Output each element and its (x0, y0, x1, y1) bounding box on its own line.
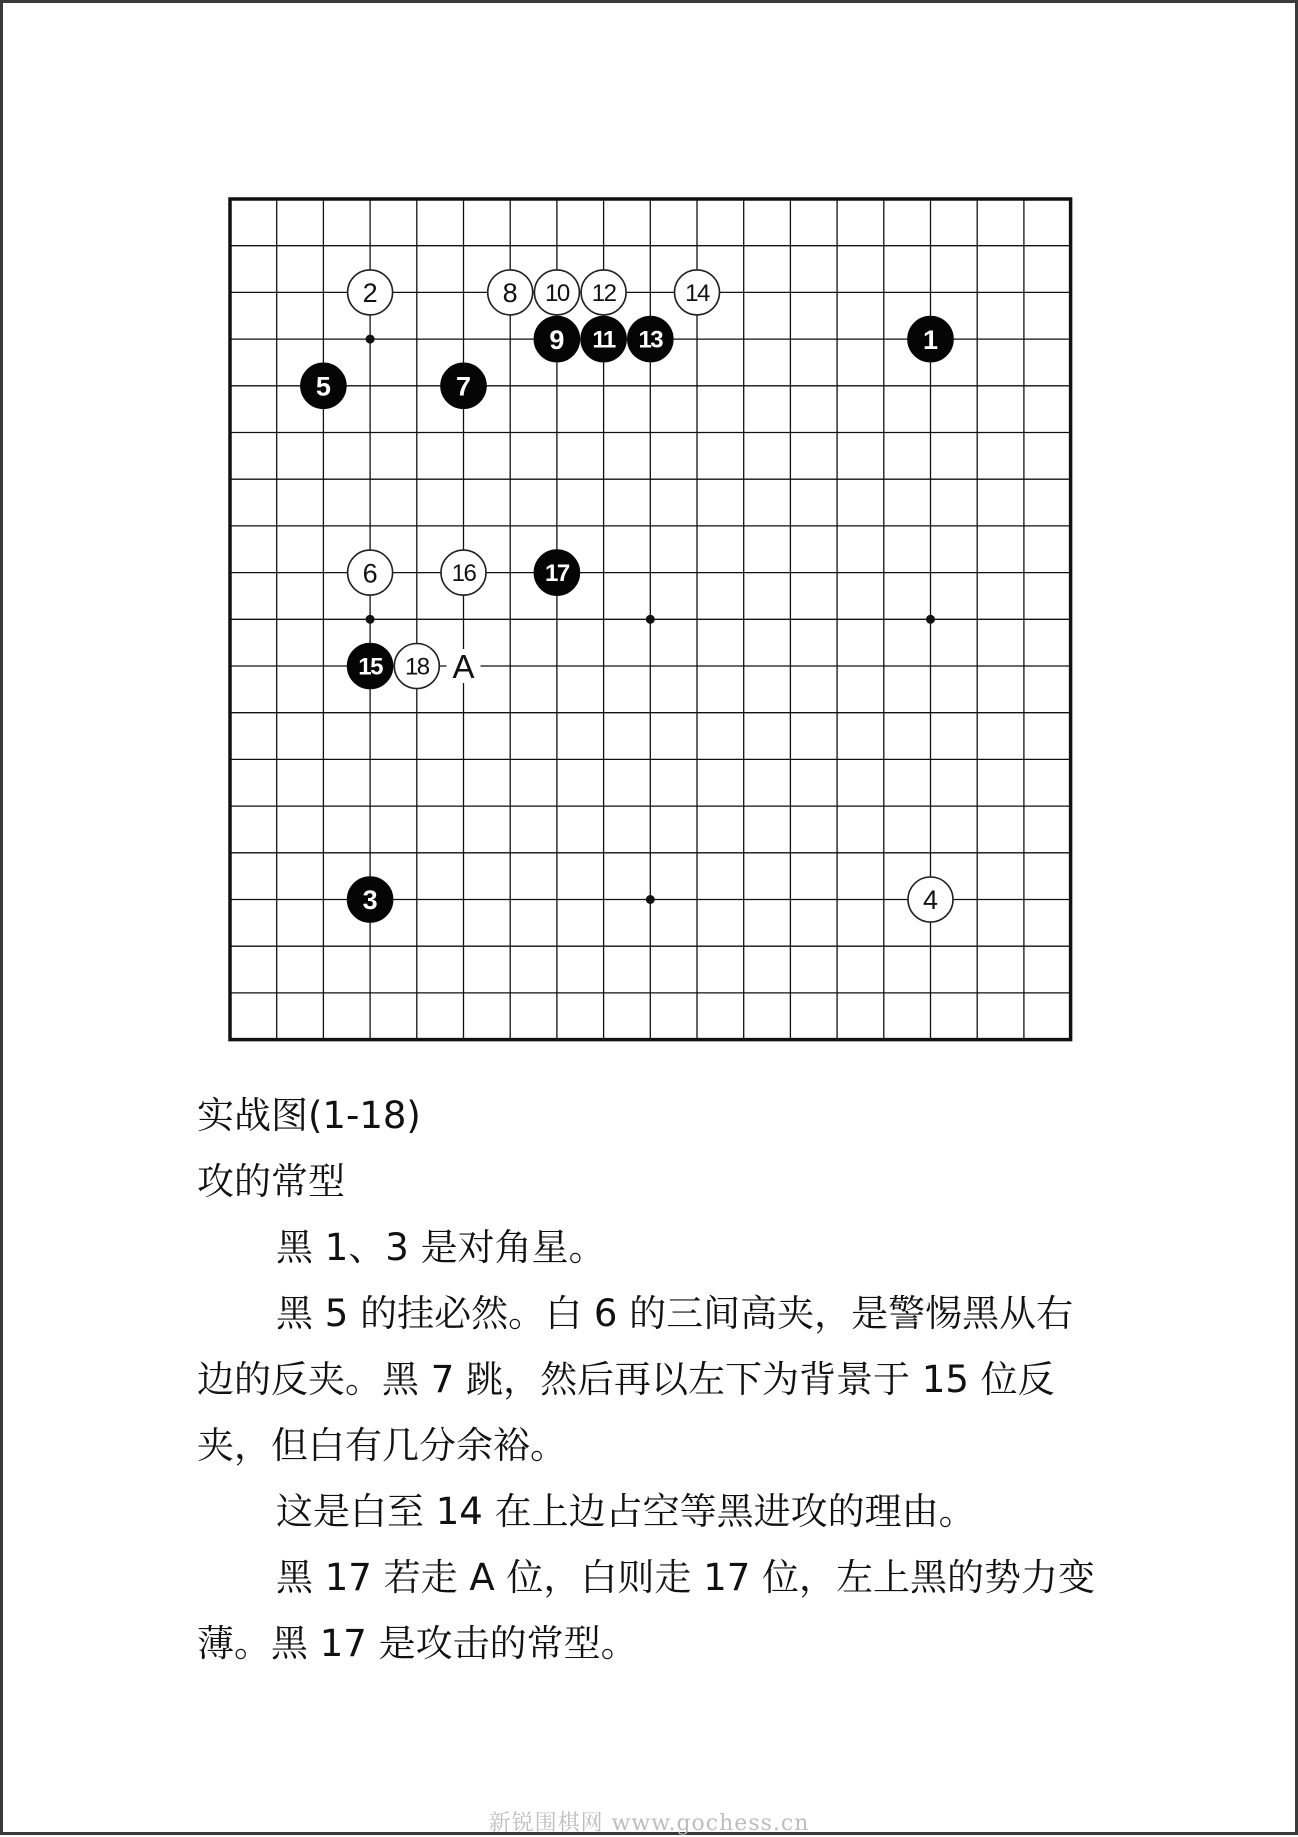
move-number-label: 18 (404, 653, 429, 681)
move-number-label: 17 (545, 560, 569, 588)
paragraph-4: 黑 17 若走 A 位，白则走 17 位，左上黑的势力变薄。黑 17 是攻击的常型。 (197, 1556, 1096, 1665)
move-number-label: 4 (922, 885, 939, 916)
move-number-label: 6 (362, 558, 378, 589)
board-marker-label: A (452, 648, 475, 685)
diagram-caption: 实战图(1-18) (197, 1094, 421, 1137)
star-point (646, 895, 655, 904)
site-watermark: 新锐围棋网 www.gochess.cn (488, 1811, 810, 1836)
move-number-label: 16 (451, 560, 476, 588)
paragraph-2: 黑 5 的挂必然。白 6 的三间高夹，是警惕黑从右边的反夹。黑 7 跳，然后再以左下为背景于 15 位反夹，但白有几分余裕。 (197, 1292, 1074, 1467)
star-point (366, 615, 375, 624)
move-number-label: 5 (315, 371, 331, 402)
move-number-label: 14 (685, 280, 709, 308)
move-number-label: 7 (455, 371, 472, 402)
move-number-label: 15 (358, 653, 382, 681)
move-number-label: 11 (592, 326, 615, 354)
move-number-label: 13 (638, 326, 663, 354)
paragraph-3: 这是白至 14 在上边占空等黑进攻的理由。 (276, 1490, 976, 1533)
move-number-label: 1 (922, 324, 939, 355)
move-number-label: 3 (362, 885, 378, 916)
commentary-text (197, 1083, 1097, 1677)
star-point (646, 615, 655, 624)
move-number-label: 8 (502, 278, 518, 309)
star-point (366, 335, 375, 344)
star-point (926, 615, 935, 624)
move-number-label: 12 (591, 280, 616, 308)
paragraph-1: 黑 1、3 是对角星。 (276, 1226, 606, 1269)
section-heading: 攻的常型 (197, 1160, 345, 1203)
move-number-label: 2 (362, 278, 378, 309)
move-number-label: 9 (549, 324, 565, 355)
move-number-label: 10 (545, 280, 569, 308)
